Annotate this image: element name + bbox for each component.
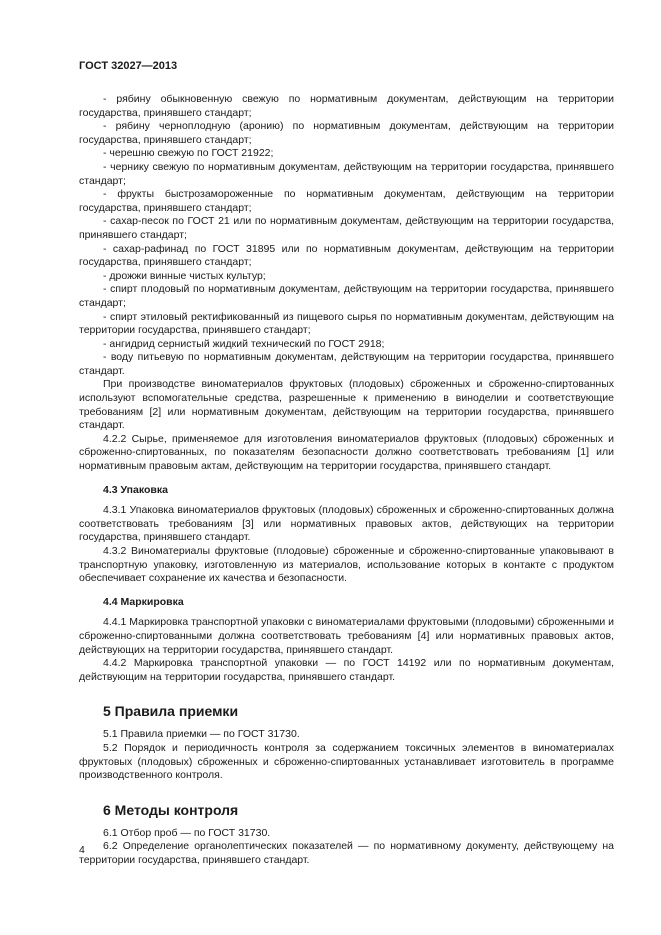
list-item: - чернику свежую по нормативным документам, действующим на территории государства, принявшего стандарт;	[79, 160, 614, 187]
section-heading-5: 5 Правила приемки	[103, 703, 239, 720]
body-paragraph: 6.1 Отбор проб — по ГОСТ 31730.	[103, 826, 271, 839]
list-item: - ангидрид сернистый жидкий технический по ГОСТ 2918;	[103, 337, 385, 350]
body-paragraph: 5.1 Правила приемки — по ГОСТ 31730.	[103, 728, 300, 741]
list-item: - рябину обыкновенную свежую по нормативным документам, действующим на территории государства, принявшего стандарт;	[79, 93, 614, 119]
page-content	[79, 93, 614, 868]
list-item: - фрукты быстрозамороженные по нормативным документам, действующим на территории государства, принявшего стандарт;	[79, 188, 614, 214]
body-paragraph: 6.2 Определение органолептических показателей — по нормативному документу, действующему на территории государства, принявшего стандарт.	[79, 840, 614, 866]
standard-code-header: ГОСТ 32027—2013	[79, 60, 178, 72]
body-paragraph: 4.3.2 Виноматериалы фруктовые (плодовые) сброженные и сброженно-спиртованные упаковывают в транспортную упаковку, изготовленную из материалов, использование которых в контакте с продуктом обеспечивает сохранение их качества и безопасности.	[79, 545, 614, 585]
list-item: - воду питьевую по нормативным документам, действующим на территории государства, принявшего стандарт.	[79, 351, 614, 377]
body-paragraph: 4.4.1 Маркировка транспортной упаковки с виноматериалами фруктовыми (плодовыми) сброженными и сброженно-спиртованными должна соответствовать требованиям [4] или нормативных правовых актов, действующих на территории государства, принявшего стандарт.	[79, 616, 614, 656]
body-paragraph: При производстве виноматериалов фруктовых (плодовых) сброженных и сброженно-спиртованных используют вспомогательные средства, разрешенные к применению в виноделии и соответствующие требованиям [2] или нормативным документам, действующим на территории государства, принявшего стандарт.	[79, 378, 614, 432]
list-item: - дрожжи винные чистых культур;	[103, 269, 266, 282]
body-paragraph: 4.4.2 Маркировка транспортной упаковки — по ГОСТ 14192 или по нормативным документам, действующим на территории государства, принявшего стандарт.	[79, 657, 614, 683]
body-paragraph: 5.2 Порядок и периодичность контроля за содержанием токсичных элементов в виноматериалах фруктовых (плодовых) сброженных и сброженно-спиртованных устанавливает изготовитель в программе производственного контроля.	[79, 741, 614, 782]
body-paragraph: 4.2.2 Сырье, применяемое для изготовления виноматериалов фруктовых (плодовых) сброженных и сброженно-спиртованных, по показателям безопасности должно соответствовать требованиям [1] или нормативным правовым актам, действующим на территории государства, принявшего стандарт.	[79, 432, 614, 473]
list-item: - спирт плодовый по нормативным документам, действующим на территории государства, принявшего стандарт;	[79, 283, 614, 309]
list-item: - сахар-рафинад по ГОСТ 31895 или по нормативным документам, действующим на территории государства, принявшего стандарт;	[79, 242, 614, 269]
list-item: - сахар-песок по ГОСТ 21 или по нормативным документам, действующим на территории государства, принявшего стандарт;	[79, 215, 614, 241]
list-item: - черешню свежую по ГОСТ 21922;	[103, 147, 274, 160]
page-number: 4	[79, 844, 85, 856]
section-heading-4-4: 4.4 Маркировка	[103, 595, 184, 608]
section-heading-4-3: 4.3 Упаковка	[103, 483, 168, 496]
section-heading-6: 6 Методы контроля	[103, 801, 239, 818]
list-item: - спирт этиловый ректификованный из пищевого сырья по нормативным документам, действующим на территории государства, принявшего стандарт;	[79, 310, 614, 337]
list-item: - рябину черноплодную (аронию) по нормативным документам, действующим на территории государства, принявшего стандарт;	[79, 120, 614, 146]
raw-materials-list	[79, 93, 614, 474]
body-paragraph: 4.3.1 Упаковка виноматериалов фруктовых (плодовых) сброженных и сброженно-спиртованных должна соответствовать требованиям [3] или нормативных правовых актов, действующих на территории государства, принявшего стандарт.	[79, 504, 614, 544]
